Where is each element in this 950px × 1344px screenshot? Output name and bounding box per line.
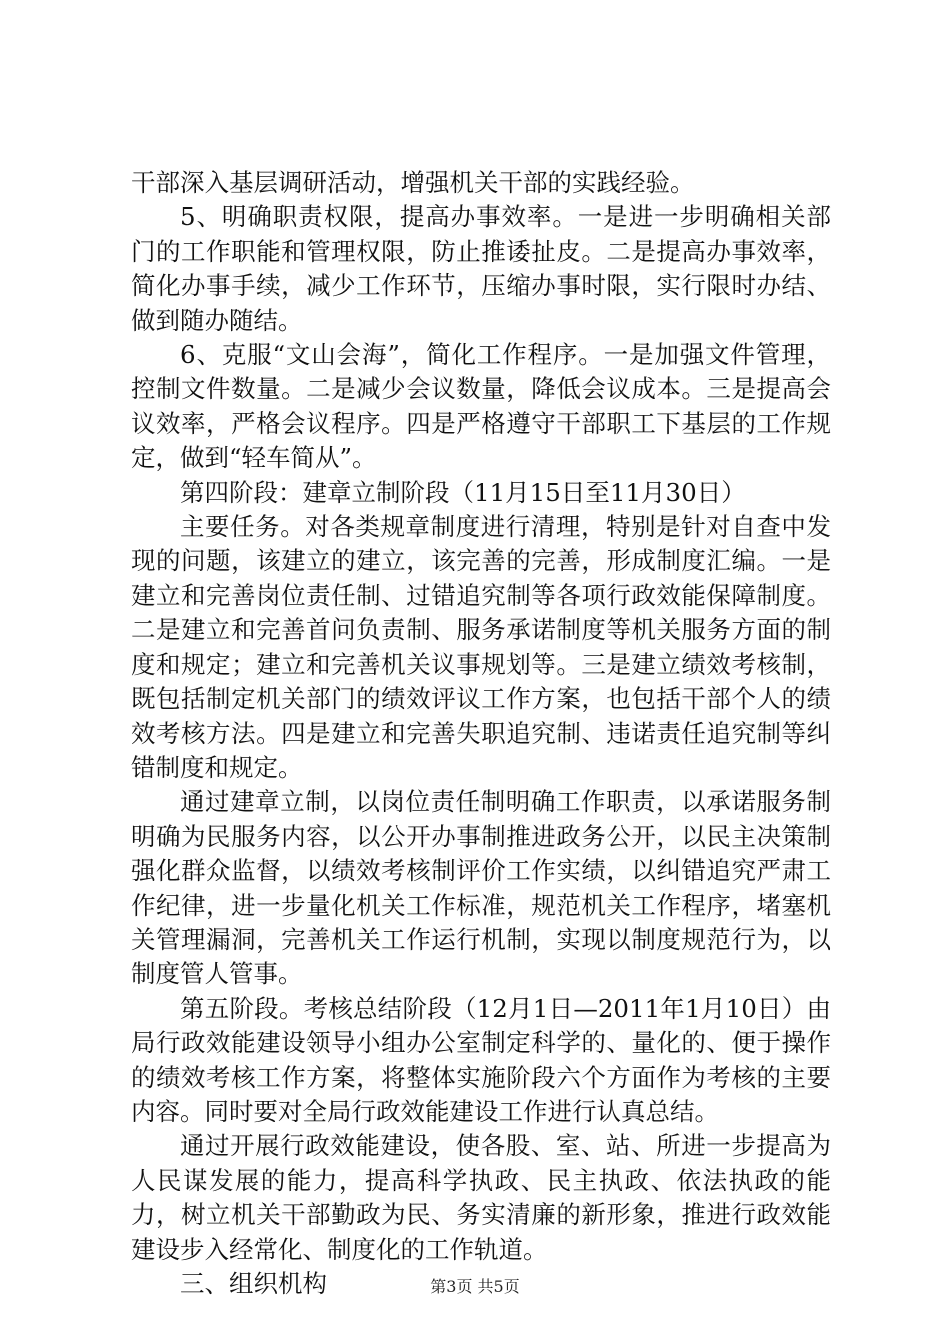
page-number-footer: 第3页 共5页 xyxy=(430,1277,520,1296)
paragraph-6: 通过建章立制，以岗位责任制明确工作职责，以承诺服务制明确为民服务内容，以公开办事制推进政务公开，以民主决策制强化群众监督，以绩效考核制评价工作实绩，以纠错追究严肃工作纪律，进一步量化机关工作标准，规范机关工作程序，堵塞机关管理漏洞，完善机关工作运行机制，实现以制度规范行为，以制度管人管事。 xyxy=(131,787,831,989)
document-body xyxy=(131,166,831,1301)
stage-five-paragraph: 第五阶段。考核总结阶段（12月1日—2011年1月10日）由局行政效能建设领导小组办公室制定科学的、量化的、便于操作的绩效考核工作方案，将整体实施阶段六个方面作为考核的主要内容。同时要对全局行政效能建设工作进行认真总结。 xyxy=(131,993,831,1126)
paragraph-5: 主要任务。对各类规章制度进行清理，特别是针对自查中发现的问题，该建立的建立，该完善的完善，形成制度汇编。一是建立和完善岗位责任制、过错追究制等各项行政效能保障制度。二是建立和完善首问负责制、服务承诺制度等机关服务方面的制度和规定；建立和完善机关议事规划等。三是建立绩效考核制，既包括制定机关部门的绩效评议工作方案，也包括干部个人的绩效考核方法。四是建立和完善失职追究制、违诺责任追究制等纠错制度和规定。 xyxy=(131,512,831,782)
paragraph-8: 通过开展行政效能建设，使各股、室、站、所进一步提高为人民谋发展的能力，提高科学执政、民主执政、依法执政的能力，树立机关干部勤政为民、务实清廉的新形象，推进行政效能建设步入经常化、制度化的工作轨道。 xyxy=(131,1131,831,1264)
paragraph-2: 5、明确职责权限，提高办事效率。一是进一步明确相关部门的工作职能和管理权限，防止推诿扯皮。二是提高办事效率，简化办事手续，减少工作环节，压缩办事时限，实行限时办结、做到随办随结。 xyxy=(131,202,831,335)
stage-four-heading: 第四阶段：建章立制阶段（11月15日至11月30日） xyxy=(180,477,746,507)
section-heading-organization: 三、组织机构 xyxy=(180,1269,327,1298)
paragraph-3: 6、克服“文山会海”，简化工作程序。一是加强文件管理，控制文件数量。二是减少会议数量，降低会议成本。三是提高会议效率，严格会议程序。四是严格遵守干部职工下基层的工作规定，做到“轻车简从”。 xyxy=(131,340,831,473)
paragraph-1: 干部深入基层调研活动，增强机关干部的实践经验。 xyxy=(131,168,695,197)
